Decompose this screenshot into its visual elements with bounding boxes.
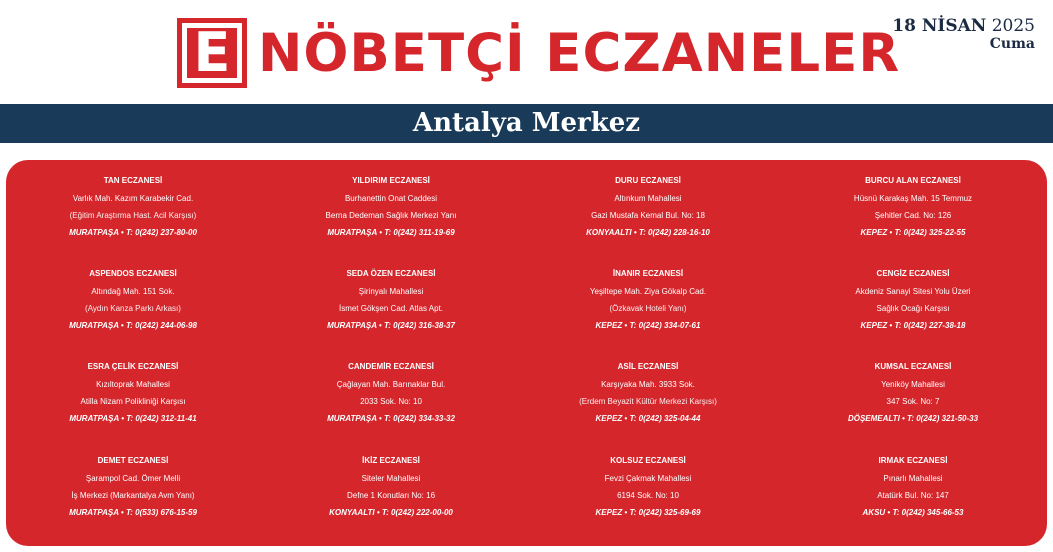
pharmacy-name: DEMET ECZANESİ <box>97 456 169 465</box>
pharmacy-district: KONYAALTI <box>329 508 375 517</box>
pharmacy-address-line: Çağlayan Mah. Barınaklar Bul. <box>336 380 446 389</box>
pharmacy-entry <box>6 358 260 427</box>
pharmacy-name: DURU ECZANESİ <box>615 176 681 185</box>
pharmacy-name: CENGİZ ECZANESİ <box>876 269 950 278</box>
pharmacy-contact <box>6 224 260 241</box>
pharmacy-address-line: Berna Dedeman Sağlık Merkezi Yanı <box>325 211 457 220</box>
pharmacy-district: KEPEZ <box>860 228 888 237</box>
pharmacy-address-line: Varlık Mah. Kazım Karabekir Cad. <box>72 194 194 203</box>
bullet-separator: • <box>376 228 385 237</box>
pharmacy-phone: T: 0(242) 237-80-00 <box>125 228 197 237</box>
pharmacy-contact <box>264 504 518 521</box>
bullet-separator: • <box>118 321 126 330</box>
date-block <box>892 16 1035 52</box>
pharmacy-entry <box>779 265 1047 334</box>
pharmacy-name: TAN ECZANESİ <box>103 176 163 185</box>
pharmacy-address-line: Şirinyalı Mahallesi <box>358 287 424 296</box>
pharmacy-district: KEPEZ <box>860 321 888 330</box>
pharmacy-contact <box>6 410 260 427</box>
pharmacy-phone: T: 0(242) 325-69-69 <box>629 508 701 517</box>
pharmacy-phone: T: 0(242) 325-04-44 <box>629 414 701 423</box>
date-weekday: Cuma <box>989 36 1035 52</box>
bullet-separator: • <box>622 508 630 517</box>
pharmacy-district: KEPEZ <box>595 414 623 423</box>
bullet-separator: • <box>374 508 382 517</box>
pharmacy-contact <box>779 317 1047 334</box>
pharmacy-entry <box>779 358 1047 427</box>
bullet-separator: • <box>885 508 893 517</box>
pharmacy-entry <box>779 172 1047 241</box>
pharmacy-address-line: (Özkavak Hoteli Yanı) <box>609 304 687 313</box>
pharmacy-contact <box>521 317 775 334</box>
pharmacy-address-line: Şehitler Cad. No: 126 <box>874 211 952 220</box>
pharmacy-phone: T: 0(242) 312-11-41 <box>126 414 197 423</box>
pharmacy-address-line: Akdeniz Sanayi Sitesi Yolu Üzeri <box>855 287 971 296</box>
pharmacy-district: KEPEZ <box>595 508 623 517</box>
pharmacy-district: MURATPAŞA <box>327 414 377 423</box>
pharmacy-district: MURATPAŞA <box>69 508 119 517</box>
logo-letter: E <box>187 28 237 78</box>
pharmacy-district: AKSU <box>862 508 886 517</box>
pharmacy-entry <box>264 265 518 334</box>
pharmacy-name: ASPENDOS ECZANESİ <box>89 269 177 278</box>
pharmacy-entry <box>264 172 518 241</box>
pharmacy-contact <box>779 224 1047 241</box>
pharmacy-address-line: Atilla Nizam Polikliniği Karşısı <box>80 397 186 406</box>
pharmacy-name: KUMSAL ECZANESİ <box>874 362 952 371</box>
pharmacy-entry <box>779 452 1047 521</box>
pharmacy-contact <box>264 317 518 334</box>
pharmacy-name: İNANIR ECZANESİ <box>612 269 684 278</box>
pharmacy-contact <box>521 410 775 427</box>
pharmacy-district: MURATPAŞA <box>327 228 377 237</box>
pharmacy-entry <box>521 172 775 241</box>
pharmacy-entry <box>521 358 775 427</box>
pharmacy-phone: T: 0(242) 228-16-10 <box>638 228 710 237</box>
pharmacy-contact <box>6 504 260 521</box>
pharmacy-list-panel <box>6 160 1047 546</box>
pharmacy-address-line: Şarampol Cad. Ömer Melli <box>85 474 181 483</box>
pharmacy-entry <box>6 452 260 521</box>
pharmacy-address-line: Yeniköy Mahallesi <box>881 380 945 389</box>
pharmacy-address-line: Sağlık Ocağı Karşısı <box>876 304 950 313</box>
pharmacy-e-logo <box>177 18 247 88</box>
pharmacy-phone: T: 0(242) 316-38-37 <box>383 321 455 330</box>
bullet-separator: • <box>631 228 639 237</box>
date-line <box>892 16 1035 36</box>
pharmacy-district: DÖŞEMEALTI <box>847 414 900 423</box>
pharmacy-address-line: Defne 1 Konutları No: 16 <box>346 491 436 500</box>
pharmacy-entry <box>521 265 775 334</box>
bullet-separator: • <box>887 228 895 237</box>
pharmacy-address-line: Karşıyaka Mah. 3933 Sok. <box>601 380 695 389</box>
pharmacy-address-line: Altındağ Mah. 151 Sok. <box>91 287 175 296</box>
pharmacy-phone: T: 0(242) 334-33-32 <box>383 414 455 423</box>
page-header <box>0 0 1053 104</box>
pharmacy-address-line: İş Merkezi (Markantalya Avm Yanı) <box>71 491 195 500</box>
pharmacy-address-line: (Eğitim Araştırma Hast. Acil Karşısı) <box>69 211 197 220</box>
pharmacy-address-line: Siteler Mahallesi <box>361 474 421 483</box>
pharmacy-name: YILDIRIM ECZANESİ <box>352 176 430 185</box>
pharmacy-address-line: (Erdem Beyazit Kültür Merkezi Karşısı) <box>579 397 717 406</box>
date-day-month: 18 NİSAN <box>892 16 987 36</box>
bullet-separator: • <box>622 321 630 330</box>
bullet-separator: • <box>118 414 127 423</box>
pharmacy-entry <box>264 358 518 427</box>
pharmacy-phone: T: 0(242) 311-19-69 <box>384 228 455 237</box>
pharmacy-district: MURATPAŞA <box>327 321 377 330</box>
pharmacy-phone: T: 0(242) 334-07-61 <box>629 321 701 330</box>
pharmacy-name: KOLSUZ ECZANESİ <box>610 456 686 465</box>
pharmacy-address-line: Gazi Mustafa Kemal Bul. No: 18 <box>591 211 705 220</box>
pharmacy-address-line: 6194 Sok. No: 10 <box>617 491 679 500</box>
pharmacy-address-line: Burhanettin Onat Caddesi <box>344 194 438 203</box>
pharmacy-contact <box>264 410 518 427</box>
pharmacy-address-line: Atatürk Bul. No: 147 <box>877 491 949 500</box>
pharmacy-address-line: Yeşiltepe Mah. Ziya Gökalp Cad. <box>589 287 707 296</box>
pharmacy-entry <box>6 172 260 241</box>
date-year: 2025 <box>991 16 1035 36</box>
pharmacy-name: IRMAK ECZANESİ <box>878 456 948 465</box>
pharmacy-address-line: Pınarlı Mahallesi <box>883 474 943 483</box>
district-title-bar: Antalya Merkez <box>0 104 1053 143</box>
bullet-separator: • <box>376 414 384 423</box>
bullet-separator: • <box>376 321 384 330</box>
bullet-separator: • <box>622 414 630 423</box>
pharmacy-name: ASİL ECZANESİ <box>617 362 679 371</box>
bullet-separator: • <box>118 228 126 237</box>
pharmacy-entry <box>264 452 518 521</box>
pharmacy-name: SEDA ÖZEN ECZANESİ <box>346 269 436 278</box>
pharmacy-address-line: Altınkum Mahallesi <box>614 194 682 203</box>
pharmacy-district: MURATPAŞA <box>69 228 119 237</box>
bullet-separator: • <box>887 321 895 330</box>
pharmacy-name: BURCU ALAN ECZANESİ <box>865 176 961 185</box>
pharmacy-address-line: Hüsnü Karakaş Mah. 15 Temmuz <box>853 194 973 203</box>
pharmacy-contact <box>521 504 775 521</box>
pharmacy-contact <box>521 224 775 241</box>
pharmacy-name: İKİZ ECZANESİ <box>362 456 420 465</box>
pharmacy-district: KEPEZ <box>595 321 623 330</box>
pharmacy-phone: T: 0(242) 244-06-98 <box>125 321 197 330</box>
pharmacy-district: KONYAALTI <box>586 228 632 237</box>
pharmacy-contact <box>779 504 1047 521</box>
pharmacy-phone: T: 0(242) 222-00-00 <box>381 508 453 517</box>
pharmacy-address-line: 2033 Sok. No: 10 <box>360 397 422 406</box>
pharmacy-phone: T: 0(242) 321-50-33 <box>907 414 979 423</box>
pharmacy-contact <box>264 224 518 241</box>
pharmacy-phone: T: 0(242) 227-38-18 <box>894 321 966 330</box>
pharmacy-district: MURATPAŞA <box>69 414 119 423</box>
pharmacy-phone: T: 0(242) 325-22-55 <box>894 228 966 237</box>
pharmacy-phone: T: 0(242) 345-66-53 <box>892 508 964 517</box>
pharmacy-phone: T: 0(533) 676-15-59 <box>125 508 197 517</box>
pharmacy-address-line: 347 Sok. No: 7 <box>886 397 940 406</box>
page-title: NÖBETÇİ ECZANELER <box>258 23 901 84</box>
pharmacy-address-line: İsmet Gökşen Cad. Atlas Apt. <box>338 304 444 313</box>
pharmacy-contact <box>779 410 1047 427</box>
pharmacy-entry <box>521 452 775 521</box>
pharmacy-address-line: (Aydın Kanza Parkı Arkası) <box>85 304 181 313</box>
pharmacy-name: ESRA ÇELİK ECZANESİ <box>87 362 179 371</box>
pharmacy-contact <box>6 317 260 334</box>
pharmacy-address-line: Fevzi Çakmak Mahallesi <box>604 474 692 483</box>
bullet-separator: • <box>899 414 908 423</box>
pharmacy-address-line: Kızıltoprak Mahallesi <box>96 380 170 389</box>
pharmacy-district: MURATPAŞA <box>69 321 119 330</box>
pharmacy-entry <box>6 265 260 334</box>
bullet-separator: • <box>118 508 126 517</box>
pharmacy-name: CANDEMİR ECZANESİ <box>348 362 434 371</box>
